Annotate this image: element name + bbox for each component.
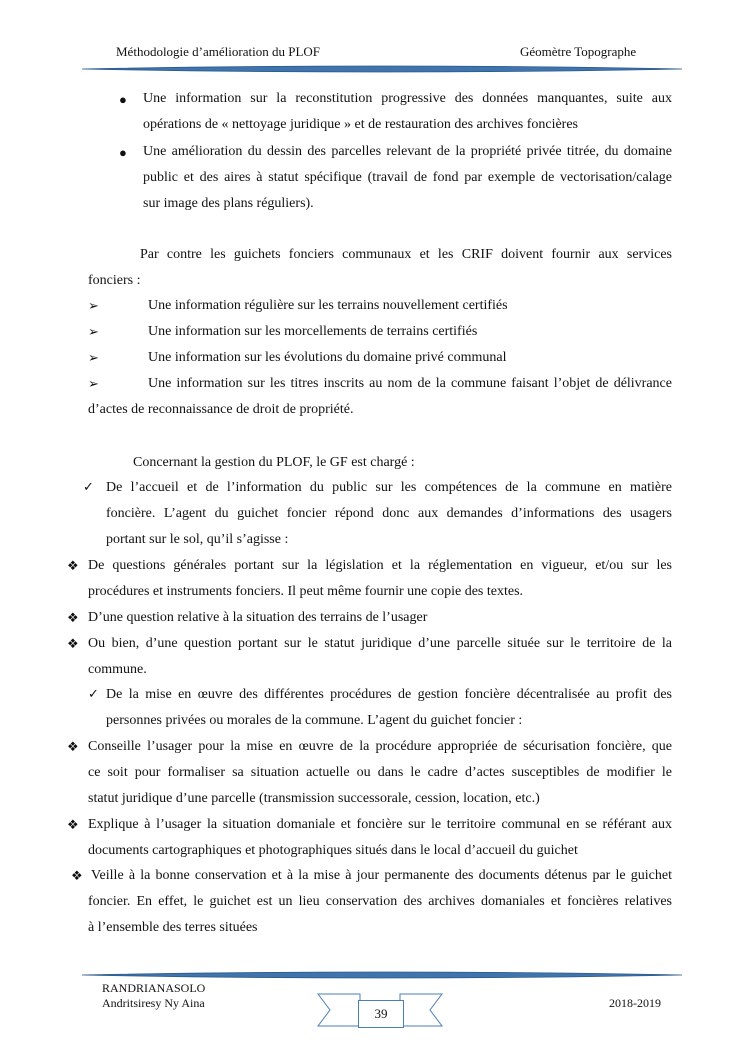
check-item-text: portant sur le sol, qu’il s’agisse : xyxy=(106,532,289,547)
bullet-text: public et des aires à statut spécifique (travail de fond par exemple de vectorisation/calage xyxy=(143,170,672,185)
paragraph-text: Par contre les guichets fonciers communaux et les CRIF doivent fournir aux services xyxy=(140,247,672,262)
diamond-bullet-icon: ❖ xyxy=(67,558,79,573)
bullet-text: Une information sur la reconstitution progressive des données manquantes, suite aux xyxy=(143,91,672,106)
diamond-item-text: commune. xyxy=(88,662,147,677)
arrow-item-text: Une information sur les évolutions du domaine privé communal xyxy=(148,350,507,365)
arrow-item-text: Une information sur les morcellements de terrains certifiés xyxy=(148,324,478,339)
diamond-item-text: Explique à l’usager la situation domaniale et foncière sur le territoire communal en se référant aux xyxy=(88,817,672,832)
check-item-text: foncière. L’agent du guichet foncier répond donc aux demandes d’informations des usagers xyxy=(106,506,672,521)
diamond-item-text: foncier. En effet, le guichet est un lieu conservation des archives domaniales et foncières relatives xyxy=(88,894,672,909)
check-item-text: De l’accueil et de l’information du public sur les compétences de la commune en matière xyxy=(106,480,672,495)
arrow-bullet-icon: ➢ xyxy=(88,298,99,313)
diamond-item-text: ce soit pour formaliser sa situation actuelle ou dans le cadre d’actes susceptibles de modifier le xyxy=(88,765,672,780)
diamond-item-text: à l’ensemble des terres situées xyxy=(88,920,258,935)
bullet-icon: ● xyxy=(119,145,127,160)
diamond-bullet-icon: ❖ xyxy=(67,739,79,754)
diamond-bullet-icon: ❖ xyxy=(67,610,79,625)
header-title: Méthodologie d’amélioration du PLOF xyxy=(116,44,321,59)
diamond-item-text: D’une question relative à la situation des terrains de l’usager xyxy=(88,610,428,625)
diamond-item-text: Conseille l’usager pour la mise en œuvre de la procédure appropriée de sécurisation foncière, que xyxy=(88,739,672,754)
diamond-item-text: Ou bien, d’une question portant sur le statut juridique d’une parcelle située sur le territoire de la xyxy=(88,636,672,651)
diamond-item-text: statut juridique d’une parcelle (transmission successorale, cession, location, etc.) xyxy=(88,791,540,806)
diamond-item-text: procédures et instruments fonciers. Il peut même fournir une copie des textes. xyxy=(88,584,524,599)
arrow-bullet-icon: ➢ xyxy=(88,376,99,391)
bullet-text: sur image des plans réguliers). xyxy=(143,196,314,211)
page-number: 39 xyxy=(358,1000,404,1028)
diamond-bullet-icon: ❖ xyxy=(67,817,79,832)
diamond-item-text: documents cartographiques et photographiques situés dans le local d’accueil du guichet xyxy=(88,843,578,858)
arrow-item-text: Une information régulière sur les terrains nouvellement certifiés xyxy=(148,298,508,313)
arrow-bullet-icon: ➢ xyxy=(88,350,99,365)
footer-author-line1: RANDRIANASOLO xyxy=(102,981,206,995)
bullet-icon: ● xyxy=(119,92,127,107)
arrow-item-text: d’actes de reconnaissance de droit de propriété. xyxy=(88,402,354,417)
diamond-bullet-icon: ❖ xyxy=(67,636,79,651)
paragraph-text: fonciers : xyxy=(88,273,141,288)
diamond-item-text: Veille à la bonne conservation et à la mise à jour permanente des documents détenus par le guichet xyxy=(91,868,672,883)
header-subtitle: Géomètre Topographe xyxy=(520,44,637,59)
check-item-text: personnes privées ou morales de la commune. L’agent du guichet foncier : xyxy=(106,713,523,728)
check-item-text: De la mise en œuvre des différentes procédures de gestion foncière décentralisée au profit des xyxy=(106,687,672,702)
arrow-bullet-icon: ➢ xyxy=(88,324,99,339)
diamond-bullet-icon: ❖ xyxy=(71,868,83,883)
bullet-text: Une amélioration du dessin des parcelles relevant de la propriété privée titrée, du domaine xyxy=(143,144,672,159)
footer-author-line2: Andritsiresy Ny Aina xyxy=(102,996,205,1010)
check-icon: ✓ xyxy=(83,479,94,494)
header-rule xyxy=(80,64,684,74)
paragraph-text: Concernant la gestion du PLOF, le GF est chargé : xyxy=(133,455,415,470)
footer-year: 2018-2019 xyxy=(609,996,661,1010)
footer-rule xyxy=(80,970,684,980)
bullet-text: opérations de « nettoyage juridique » et de restauration des archives foncières xyxy=(143,117,579,132)
check-icon: ✓ xyxy=(88,686,99,701)
arrow-item-text: Une information sur les titres inscrits au nom de la commune faisant l’objet de délivrance xyxy=(148,376,672,391)
diamond-item-text: De questions générales portant sur la législation et la réglementation en vigueur, et/ou sur les xyxy=(88,558,672,573)
